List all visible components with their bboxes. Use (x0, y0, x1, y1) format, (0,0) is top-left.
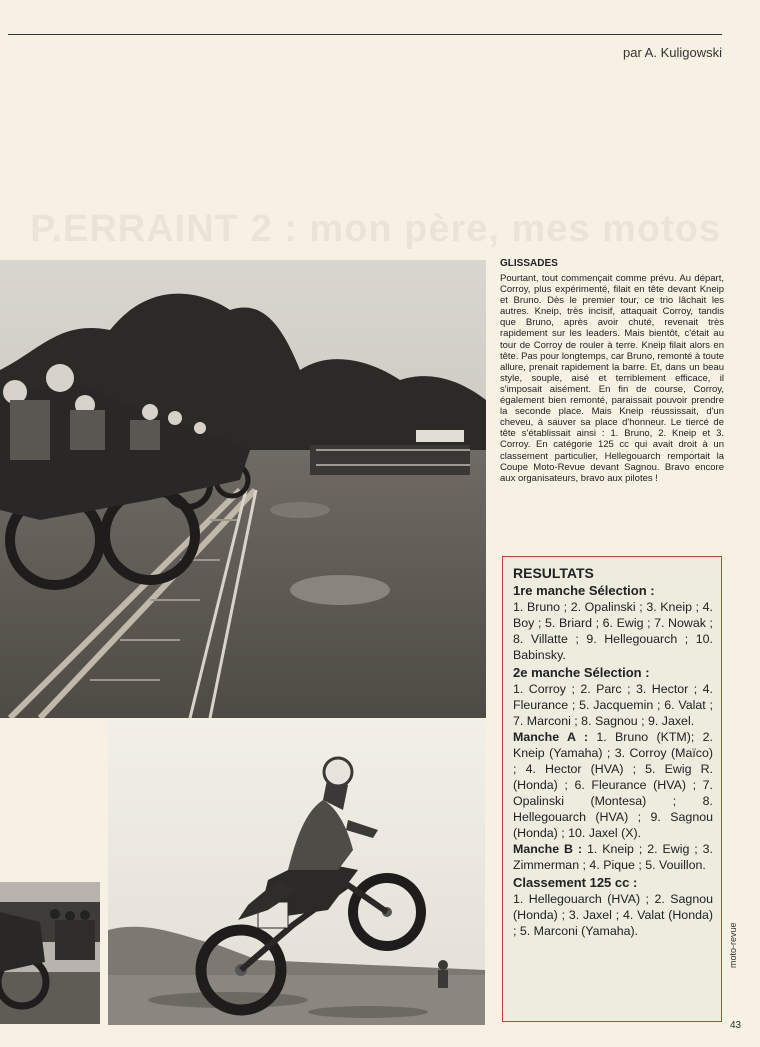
results-lead-manche-b: Manche B : (513, 842, 583, 856)
results-lead-manche-a: Manche A : (513, 730, 588, 744)
results-entry-manche-a (513, 729, 721, 841)
article-body: Pourtant, tout commençait comme prévu. Au départ, Corroy, plus expérimenté, filait en tête devant Kneip et Bruno. Dès le premier tour, ce trio lâchait les autres. Kneip, très incisif, attaquait Corroy, tandis que Bruno, après avoir chuté, revenait très rapidement sur les leaders. Mais bientôt, c'était au tour de Corroy de rouler à terre. Kneip filait alors en tête. Pas pour longtemps, car Bruno, remonté à toute allure, prenait rapidement la barre. Et, dans un beau style, souple, aisé et terriblement efficace, il s'imposait aisément. En fin de course, Corroy, également bien remonté, paraissait pouvoir prendre la seconde place. Mais Kneip réussissait, d'un cheveu, à sauver sa place d'honneur. Le tiercé de tête s'établissait ainsi : 1. Bruno, 2. Kneip et 3. Corroy. En catégorie 125 cc qui avait droit à un classement particulier, Hellegouarch remportait la Coupe Moto-Revue devant Sagnou. Bravo encore aux organisateurs, bravo aux pilotes ! (500, 273, 724, 484)
article-heading: GLISSADES (500, 258, 558, 269)
page-number: 43 (730, 1020, 742, 1031)
results-heading-1: 1re manche Sélection : (513, 583, 655, 598)
bleed-through-title: P.ERRAINT 2 : mon père, mes motos (30, 208, 722, 250)
results-text-125cc: 1. Hellegouarch (HVA) ; 2. Sagnou (Honda) ; 3. Jaxel ; 4. Valat (Honda) ; 5. Marconi (Yamaha). (513, 892, 713, 938)
top-rule (8, 34, 722, 35)
results-title: RESULTATS (513, 565, 594, 581)
results-box (502, 556, 722, 1022)
results-heading-125cc: Classement 125 cc : (513, 875, 638, 890)
results-text-1: 1. Bruno ; 2. Opalinski ; 3. Kneip ; 4. Boy ; 5. Briard ; 6. Ewig ; 7. Nowak ; 8. Villatte ; 9. Hellegouarch ; 10. Babinsky. (513, 600, 713, 662)
byline: par A. Kuligowski (623, 45, 722, 60)
race-start-photo (0, 260, 486, 718)
magazine-side-label: moto-revue (728, 922, 738, 968)
results-text-2: 1. Corroy ; 2. Parc ; 3. Hector ; 4. Fleurance ; 5. Jacquemin ; 6. Valat ; 7. Marconi ; 8. Sagnou ; 9. Jaxel. (513, 682, 713, 728)
results-text-manche-a: 1. Bruno (KTM); 2. Kneip (Yamaha) ; 3. Corroy (Maïco) ; 4. Hector (HVA) ; 5. Ewig R. (Honda) ; 6. Fleurance (HVA) ; 7. Opalinski (Montesa) ; 8. Hellegouarch (HVA) ; 9. Sagnou (Honda) ; 10. Jaxel (X). (513, 730, 713, 840)
results-entry-manche-b (513, 841, 721, 873)
results-text-manche-b: 1. Kneip ; 2. Ewig ; 3. Zimmerman ; 4. Pique ; 5. Vouillon. (513, 842, 713, 872)
results-heading-2: 2e manche Sélection : (513, 665, 650, 680)
spectators-photo (0, 882, 100, 1024)
rider-wheelie-photo (108, 720, 485, 1025)
article-column (500, 258, 724, 484)
